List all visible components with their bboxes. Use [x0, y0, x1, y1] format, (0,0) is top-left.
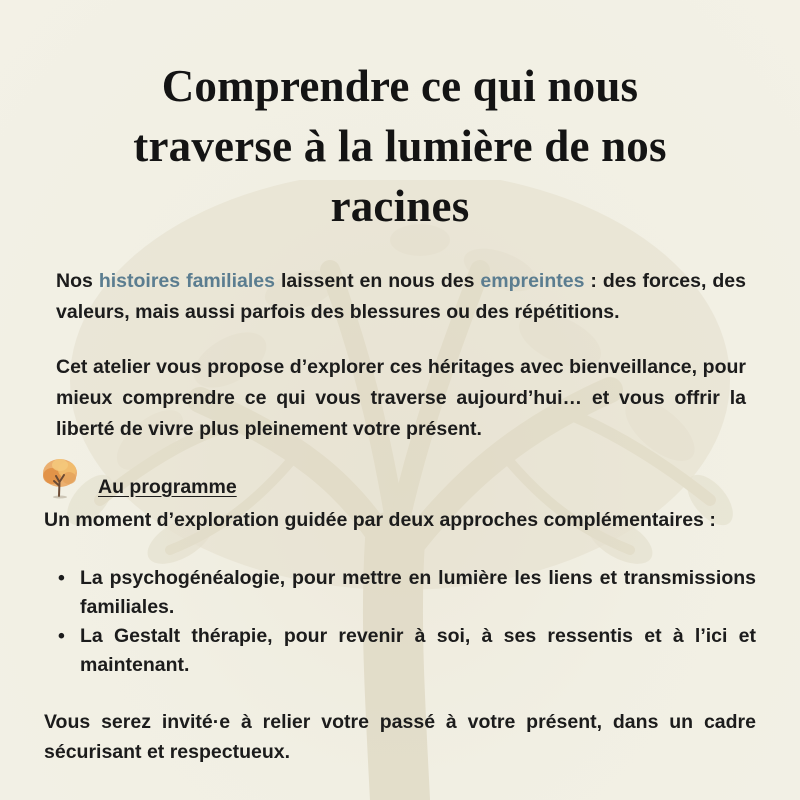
title-line-3: racines [330, 181, 470, 231]
list-item [56, 564, 756, 622]
intro-text: : des forces, des valeurs, mais aussi parfois des blessures ou des répétitions. [56, 270, 746, 323]
list-item-text: La psychogénéalogie, pour mettre en lumière les liens et transmissions familiales. [80, 567, 756, 618]
program-title: Au programme [98, 476, 237, 498]
highlight-empreintes: empreintes [480, 270, 585, 292]
program-header [38, 456, 237, 500]
bullet-icon: • [58, 567, 65, 589]
program-intro: Un moment d’exploration guidée par deux approches complémentaires : [44, 509, 716, 531]
intro-paragraph-1 [56, 266, 746, 328]
page-title [60, 56, 740, 236]
title-line-2: traverse à la lumière de nos [133, 121, 667, 171]
list-item [56, 622, 756, 680]
highlight-histoires-familiales: histoires familiales [98, 270, 275, 292]
bullet-icon: • [58, 625, 65, 647]
closing-paragraph: Vous serez invité·e à relier votre passé à votre présent, dans un cadre sécurisant et respectueux. [44, 711, 756, 763]
program-list [56, 564, 756, 680]
intro-paragraph-2: Cet atelier vous propose d’explorer ces héritages avec bienveillance, pour mieux comprendre ce qui vous traverse aujourd’hui… et vous offrir la liberté de vivre plus pleinement votre présent. [56, 356, 746, 440]
autumn-tree-icon [38, 456, 82, 500]
intro-text: laissent en nous des [274, 270, 481, 292]
list-item-text: La Gestalt thérapie, pour revenir à soi, à ses ressentis et à l’ici et maintenant. [80, 625, 756, 676]
intro-text: Nos [56, 270, 99, 292]
title-line-1: Comprendre ce qui nous [161, 61, 639, 111]
